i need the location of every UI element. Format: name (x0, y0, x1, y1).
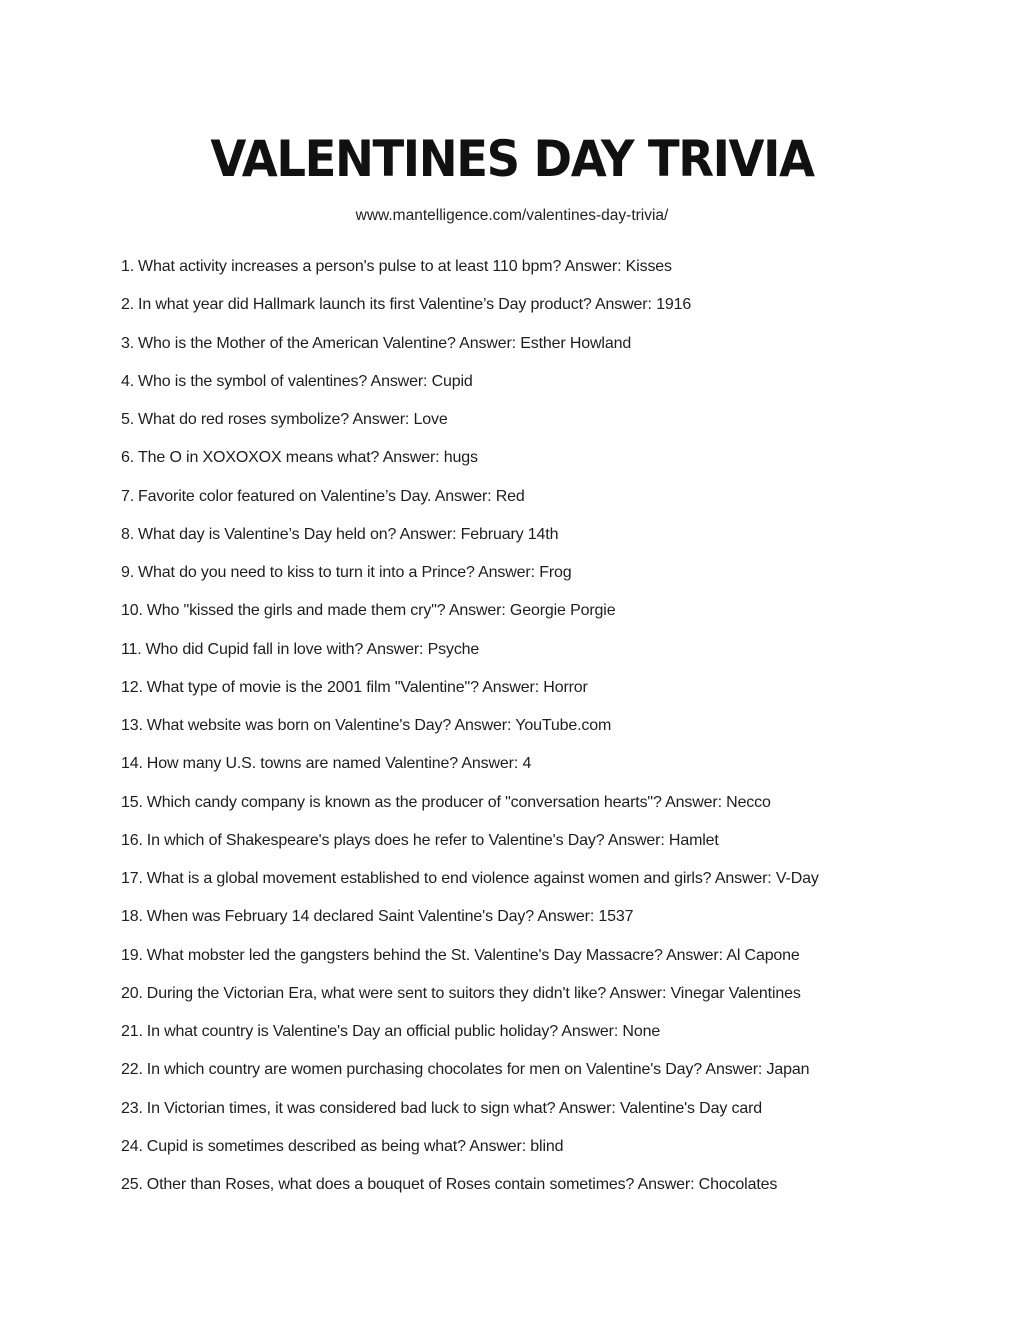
item-number: 18. (121, 908, 143, 926)
trivia-item (121, 1060, 819, 1098)
item-number: 3. (121, 334, 135, 352)
item-text: During the Victorian Era, what were sent to suitors they didn't like? Answer: Vinegar Valentines (146, 984, 801, 1002)
source-url: www.mantelligence.com/valentines-day-trivia/ (355, 207, 669, 224)
item-number: 4. (121, 372, 135, 390)
trivia-item (121, 754, 819, 792)
trivia-item (121, 525, 819, 563)
trivia-item (121, 1022, 819, 1060)
item-number: 16. (121, 831, 143, 849)
item-text: What website was born on Valentine's Day? Answer: YouTube.com (146, 717, 612, 734)
trivia-item (121, 831, 819, 869)
trivia-item (121, 487, 819, 525)
item-number: 8. (121, 525, 135, 543)
trivia-item (121, 640, 819, 678)
trivia-item (121, 678, 819, 716)
item-number: 9. (121, 564, 135, 581)
trivia-item (121, 1099, 819, 1137)
item-text: What activity increases a person's pulse to at least 110 bpm? Answer: Kisses (138, 258, 672, 275)
item-number: 15. (121, 793, 143, 811)
item-text: What do you need to kiss to turn it into a Prince? Answer: Frog (138, 564, 572, 581)
item-number: 2. (121, 296, 135, 314)
trivia-item (121, 716, 819, 754)
item-number: 22. (121, 1061, 143, 1079)
item-number: 21. (121, 1023, 143, 1040)
item-text: The O in XOXOXOX means what? Answer: hugs (138, 449, 478, 467)
trivia-item (121, 793, 819, 831)
trivia-item (121, 869, 819, 907)
trivia-item (121, 334, 819, 372)
item-text: In what year did Hallmark launch its first Valentine’s Day product? Answer: 1916 (138, 296, 692, 314)
item-number: 14. (121, 755, 143, 773)
item-number: 7. (121, 487, 135, 505)
item-text: In what country is Valentine's Day an official public holiday? Answer: None (146, 1023, 661, 1040)
item-text: How many U.S. towns are named Valentine? Answer: 4 (146, 755, 532, 773)
item-number: 11. (121, 640, 142, 658)
item-text: Who is the Mother of the American Valentine? Answer: Esther Howland (138, 334, 632, 352)
item-number: 10. (121, 602, 143, 620)
item-text: What do red roses symbolize? Answer: Love (138, 411, 448, 428)
item-text: What type of movie is the 2001 film "Valentine"? Answer: Horror (146, 678, 588, 696)
item-number: 6. (121, 449, 135, 467)
trivia-item (121, 563, 819, 601)
item-text: Other than Roses, what does a bouquet of Roses contain sometimes? Answer: Chocolates (146, 1176, 778, 1193)
trivia-item (121, 984, 819, 1022)
item-text: What is a global movement established to end violence against women and girls? Answer: V-Day (146, 870, 819, 887)
item-text: Who did Cupid fall in love with? Answer: Psyche (145, 640, 480, 658)
item-text: What day is Valentine’s Day held on? Answer: February 14th (138, 525, 559, 543)
item-text: In Victorian times, it was considered bad luck to sign what? Answer: Valentine's Day card (146, 1099, 763, 1117)
trivia-item (121, 372, 819, 410)
item-number: 17. (121, 870, 143, 887)
trivia-item (121, 1137, 819, 1175)
trivia-item (121, 448, 819, 486)
item-text: Who "kissed the girls and made them cry"? Answer: Georgie Porgie (146, 602, 616, 620)
trivia-item (121, 946, 819, 984)
trivia-item (121, 257, 819, 295)
item-text: Favorite color featured on Valentine’s Day. Answer: Red (138, 487, 525, 505)
item-number: 13. (121, 717, 143, 734)
item-number: 1. (121, 258, 135, 275)
item-number: 12. (121, 678, 143, 696)
page-title: VALENTINES DAY TRIVIA (210, 130, 814, 188)
item-text: Cupid is sometimes described as being what? Answer: blind (146, 1137, 564, 1155)
trivia-item (121, 1175, 819, 1213)
trivia-item (121, 907, 819, 945)
item-number: 23. (121, 1099, 143, 1117)
item-text: What mobster led the gangsters behind the St. Valentine's Day Massacre? Answer: Al Capone (146, 946, 800, 964)
item-text: In which of Shakespeare's plays does he refer to Valentine's Day? Answer: Hamlet (146, 831, 719, 849)
trivia-item (121, 295, 819, 333)
trivia-item (121, 410, 819, 448)
item-text: In which country are women purchasing chocolates for men on Valentine's Day? Answer: Japan (146, 1061, 810, 1079)
item-text: When was February 14 declared Saint Valentine's Day? Answer: 1537 (146, 908, 634, 926)
item-text: Who is the symbol of valentines? Answer: Cupid (138, 372, 473, 390)
trivia-item (121, 601, 819, 639)
item-number: 5. (121, 411, 135, 428)
item-number: 25. (121, 1176, 143, 1193)
item-number: 24. (121, 1137, 143, 1155)
item-number: 19. (121, 946, 143, 964)
item-text: Which candy company is known as the producer of "conversation hearts"? Answer: Necco (146, 793, 771, 811)
item-number: 20. (121, 984, 143, 1002)
trivia-list (121, 257, 819, 1213)
